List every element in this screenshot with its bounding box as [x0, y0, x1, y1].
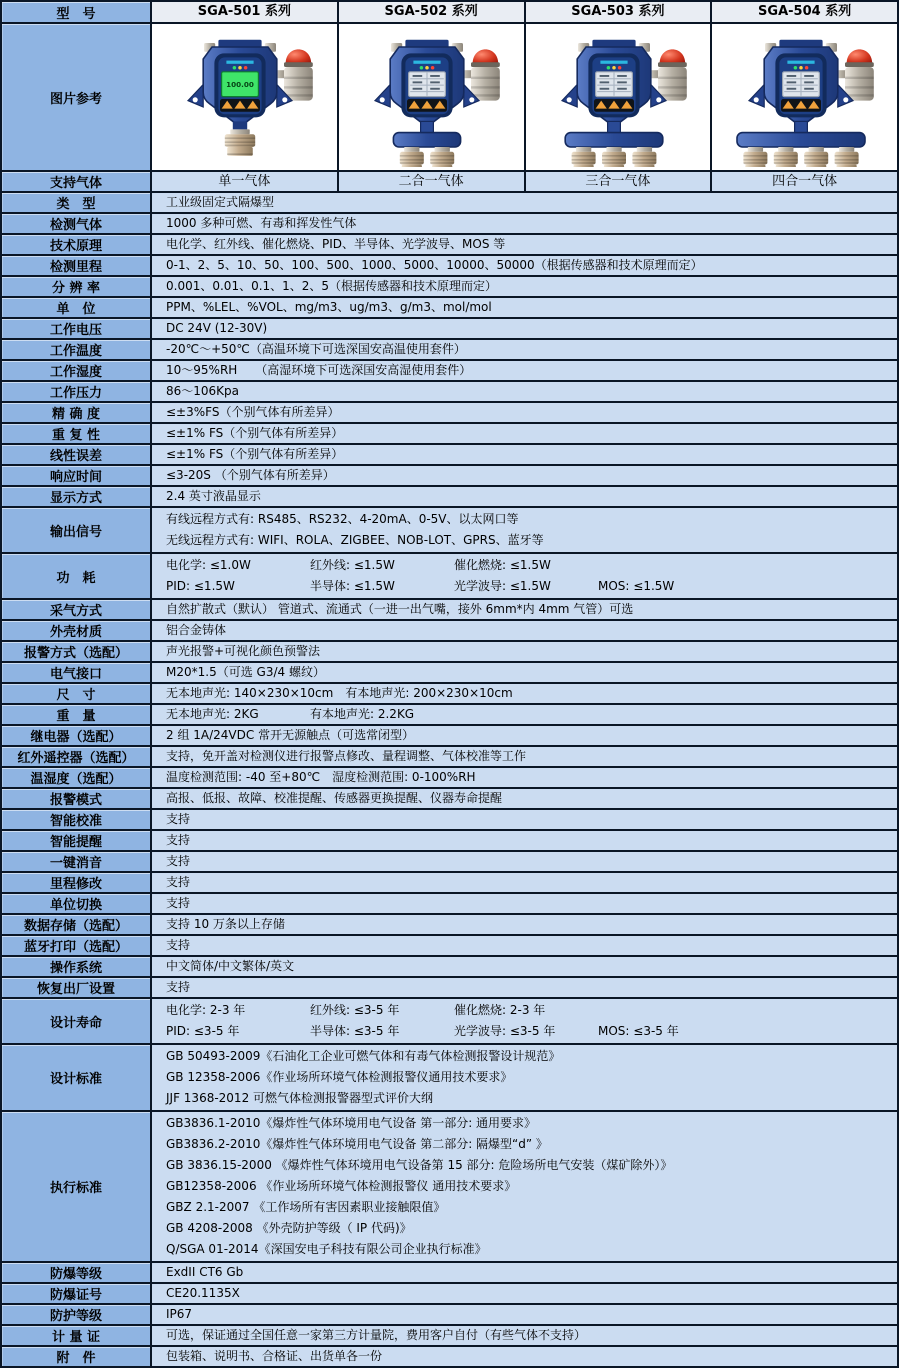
- spec-line: [166, 382, 891, 401]
- table-row-temp-humidity: [2, 768, 897, 789]
- spec-line: [166, 361, 891, 380]
- spec-text: 无本地声光: 140×230×10cm: [166, 686, 334, 700]
- spec-value-accuracy: [150, 403, 897, 422]
- row-label-voltage: 工作电压: [2, 319, 150, 338]
- spec-line: [166, 193, 891, 212]
- spec-text: ≤3-20S （个别气体有所差异）: [166, 468, 335, 482]
- spec-text: GB3836.1-2010《爆炸性气体环境用电气设备 第一部分: 通用要求》: [166, 1116, 537, 1130]
- spec-value-unit: [150, 298, 897, 317]
- spec-line: [166, 810, 891, 829]
- spec-text: PPM、%LEL、%VOL、mg/m3、ug/m3、g/m3、mol/mol: [166, 300, 492, 314]
- table-row-accuracy: [2, 403, 897, 424]
- table-row-power: [2, 554, 897, 600]
- spec-value-electrical-interface: [150, 663, 897, 682]
- table-row-principle: [2, 235, 897, 256]
- table-row-linearity: [2, 445, 897, 466]
- row-label-housing: 外壳材质: [2, 621, 150, 640]
- spec-line: [166, 1046, 891, 1067]
- row-label-accuracy: 精 确 度: [2, 403, 150, 422]
- device-screen: [595, 72, 632, 97]
- spec-text: 高报、低报、故障、校准提醒、传感器更换提醒、仪器寿命提醒: [166, 791, 503, 805]
- product-image-cell: [337, 24, 524, 170]
- spec-text: 支持: [166, 980, 191, 994]
- product-image-sga-501: [164, 27, 324, 167]
- spec-value-response-time: [150, 466, 897, 485]
- spec-line: [166, 1218, 891, 1239]
- row-label-design-life: 设计寿命: [2, 999, 150, 1043]
- spec-text: 半导体: ≤3-5 年: [310, 1024, 400, 1038]
- row-label-repeatability: 重 复 性: [2, 424, 150, 443]
- spec-line: [166, 915, 891, 934]
- spec-line: [166, 705, 891, 724]
- detector-body: [188, 40, 292, 124]
- table-row-alarm-method: [2, 642, 897, 663]
- spec-line: [166, 852, 891, 871]
- row-label-execution-standards: 执行标准: [2, 1112, 150, 1261]
- spec-line: [166, 424, 891, 443]
- spec-text: GB3836.2-2010《爆炸性气体环境用电气设备 第二部分: 隔爆型“d” 》: [166, 1137, 548, 1151]
- spec-value-ir-remote: [150, 747, 897, 766]
- detector-body: [375, 40, 479, 124]
- spec-text: 支持: [166, 938, 191, 952]
- spec-line: [166, 1326, 891, 1345]
- spec-value-ip-rating: [150, 1305, 897, 1324]
- row-label-images: 图片参考: [2, 24, 150, 170]
- spec-value-temp-humidity: [150, 768, 897, 787]
- row-label-output-signal: 输出信号: [2, 508, 150, 552]
- row-label-metrology-cert: 计 量 证: [2, 1326, 150, 1345]
- spec-line: [166, 555, 891, 576]
- row-label-unit: 单 位: [2, 298, 150, 317]
- sensor-heads: [737, 121, 865, 167]
- spec-line: [166, 873, 891, 892]
- detector-body: [749, 40, 853, 124]
- row-label-data-storage: 数据存储（选配）: [2, 915, 150, 934]
- spec-line: [166, 1134, 891, 1155]
- spec-line: [166, 1176, 891, 1197]
- spec-line: [166, 747, 891, 766]
- row-label-explosion-class: 防爆等级: [2, 1263, 150, 1282]
- spec-line: [166, 277, 891, 296]
- spec-text: 10～95%RH （高湿环境下可选深国安高湿使用套件）: [166, 363, 472, 377]
- spec-line: [166, 957, 891, 976]
- row-label-detect-gas: 检测气体: [2, 214, 150, 233]
- row-label-humidity: 工作湿度: [2, 361, 150, 380]
- spec-value-os: [150, 957, 897, 976]
- row-label-os: 操作系统: [2, 957, 150, 976]
- row-label-alarm-modes: 报警模式: [2, 789, 150, 808]
- spec-line: [166, 403, 891, 422]
- sensor-heads: [565, 121, 663, 167]
- spec-line: [166, 894, 891, 913]
- spec-text: 催化燃烧: 2-3 年: [454, 1003, 546, 1017]
- spec-value-factory-reset: [150, 978, 897, 997]
- product-image-cell: [524, 24, 711, 170]
- spec-text: 2.4 英寸液晶显示: [166, 489, 261, 503]
- spec-text: 有线远程方式有: RS485、RS232、4-20mA、0-5V、以太网口等: [166, 512, 519, 526]
- table-row-temperature: [2, 340, 897, 361]
- spec-text: 1000 多种可燃、有毒和挥发性气体: [166, 216, 357, 230]
- row-label-electrical-interface: 电气接口: [2, 663, 150, 682]
- row-label-one-key-mute: 一键消音: [2, 852, 150, 871]
- spec-text: GBZ 2.1-2007 《工作场所有害因素职业接触限值》: [166, 1200, 446, 1214]
- device-screen: [409, 72, 446, 97]
- spec-text: 0.001、0.01、0.1、1、2、5（根据传感器和技术原理而定）: [166, 279, 498, 293]
- spec-value-dimensions: [150, 684, 897, 703]
- spec-value-pressure: [150, 382, 897, 401]
- table-row-bluetooth-print: [2, 936, 897, 957]
- spec-value-temperature: [150, 340, 897, 359]
- spec-line: [166, 831, 891, 850]
- spec-value-power: [150, 554, 897, 598]
- spec-value-housing: [150, 621, 897, 640]
- spec-value-range-modify: [150, 873, 897, 892]
- row-label-supported-gas: 支持气体: [2, 172, 150, 191]
- gas-type-cell: 二合一气体: [337, 172, 524, 191]
- spec-text: 电化学: ≤1.0W: [166, 558, 251, 572]
- row-label-type: 类 型: [2, 193, 150, 212]
- device-display-value: 100.00: [226, 80, 255, 89]
- spec-text: 支持: [166, 875, 191, 889]
- product-image-cell: [710, 24, 897, 170]
- spec-value-humidity: [150, 361, 897, 380]
- spec-text: GB 4208-2008 《外壳防护等级（ IP 代码)》: [166, 1221, 412, 1235]
- spec-value-alarm-method: [150, 642, 897, 661]
- spec-text: 支持，免开盖对检测仪进行报警点修改、量程调整、气体校准等工作: [166, 749, 527, 763]
- spec-value-design-standards: [150, 1045, 897, 1110]
- spec-line: [166, 1088, 891, 1109]
- spec-value-display: [150, 487, 897, 506]
- spec-text: Q/SGA 01-2014《深国安电子科技有限公司企业执行标准》: [166, 1242, 487, 1256]
- spec-value-relay: [150, 726, 897, 745]
- spec-text: JJF 1368-2012 可燃气体检测报警器型式评价大纲: [166, 1091, 434, 1105]
- table-row-ip-rating: [2, 1305, 897, 1326]
- spec-text: GB 50493-2009《石油化工企业可燃气体和有毒气体检测报警设计规范》: [166, 1049, 561, 1063]
- spec-value-weight: [150, 705, 897, 724]
- spec-text: 铝合金铸体: [166, 623, 227, 637]
- table-row-range-modify: [2, 873, 897, 894]
- row-label-alarm-method: 报警方式（选配）: [2, 642, 150, 661]
- spec-value-execution-standards: [150, 1112, 897, 1261]
- table-row-range: [2, 256, 897, 277]
- table-row-weight: [2, 705, 897, 726]
- row-label-linearity: 线性误差: [2, 445, 150, 464]
- spec-text: 半导体: ≤1.5W: [310, 579, 395, 593]
- spec-line: [166, 936, 891, 955]
- spec-line: [166, 319, 891, 338]
- spec-line: [166, 1197, 891, 1218]
- table-row-repeatability: [2, 424, 897, 445]
- spec-line: [166, 1284, 891, 1303]
- table-row-images: [2, 24, 897, 172]
- spec-line: [166, 1305, 891, 1324]
- spec-value-one-key-mute: [150, 852, 897, 871]
- spec-text: 光学波导: ≤1.5W: [454, 579, 551, 593]
- spec-line: [166, 978, 891, 997]
- spec-text: 支持 10 万条以上存储: [166, 917, 285, 931]
- spec-line: [166, 530, 891, 551]
- table-row-unit-switch: [2, 894, 897, 915]
- table-row-output-signal: [2, 508, 897, 554]
- row-label-ir-remote: 红外遥控器（选配）: [2, 747, 150, 766]
- spec-value-sampling: [150, 600, 897, 619]
- spec-value-repeatability: [150, 424, 897, 443]
- product-image-cell: [150, 24, 337, 170]
- row-label-temp-humidity: 温湿度（选配）: [2, 768, 150, 787]
- device-screen: [782, 72, 819, 97]
- table-row-factory-reset: [2, 978, 897, 999]
- table-row-electrical-interface: [2, 663, 897, 684]
- table-row-execution-standards: [2, 1112, 897, 1263]
- spec-line: [166, 1021, 891, 1042]
- spec-text: 红外线: ≤1.5W: [310, 558, 395, 572]
- spec-line: [166, 298, 891, 317]
- spec-line: [166, 789, 891, 808]
- spec-line: [166, 1263, 891, 1282]
- table-row-os: [2, 957, 897, 978]
- spec-line: [166, 466, 891, 485]
- spec-line: [166, 684, 891, 703]
- spec-value-bluetooth-print: [150, 936, 897, 955]
- row-label-ip-rating: 防护等级: [2, 1305, 150, 1324]
- spec-line: [166, 663, 891, 682]
- spec-value-data-storage: [150, 915, 897, 934]
- spec-value-output-signal: [150, 508, 897, 552]
- table-row-accessories: [2, 1347, 897, 1368]
- spec-line: [166, 726, 891, 745]
- spec-line: [166, 1000, 891, 1021]
- row-label-resolution: 分 辨 率: [2, 277, 150, 296]
- table-row-type: [2, 193, 897, 214]
- spec-value-smart-calibration: [150, 810, 897, 829]
- table-row-model: [2, 2, 897, 24]
- spec-line: [166, 768, 891, 787]
- table-row-explosion-cert: [2, 1284, 897, 1305]
- spec-text: 红外线: ≤3-5 年: [310, 1003, 400, 1017]
- spec-value-explosion-class: [150, 1263, 897, 1282]
- spec-text: CE20.1135X: [166, 1286, 240, 1300]
- model-header: SGA-501 系列: [150, 2, 337, 22]
- spec-line: [166, 340, 891, 359]
- product-image-sga-504: [725, 27, 885, 167]
- spec-text: MOS: ≤3-5 年: [598, 1024, 679, 1038]
- device-screen: [222, 72, 259, 97]
- spec-value-detect-gas: [150, 214, 897, 233]
- table-row-humidity: [2, 361, 897, 382]
- spec-line: [166, 621, 891, 640]
- spec-text: ≤±1% FS（个别气体有所差异）: [166, 447, 344, 461]
- table-row-sampling: [2, 600, 897, 621]
- spec-text: 无本地声光: 2KG: [166, 707, 259, 721]
- model-header: SGA-502 系列: [337, 2, 524, 22]
- row-label-sampling: 采气方式: [2, 600, 150, 619]
- spec-line: [166, 1067, 891, 1088]
- gas-type-cell: 四合一气体: [710, 172, 897, 191]
- spec-line: [166, 1155, 891, 1176]
- spec-text: 电化学、红外线、催化燃烧、PID、半导体、光学波导、MOS 等: [166, 237, 506, 251]
- table-row-dimensions: [2, 684, 897, 705]
- table-row-smart-calibration: [2, 810, 897, 831]
- spec-line: [166, 214, 891, 233]
- table-row-alarm-modes: [2, 789, 897, 810]
- row-label-range: 检测里程: [2, 256, 150, 275]
- table-row-explosion-class: [2, 1263, 897, 1284]
- table-row-resolution: [2, 277, 897, 298]
- row-label-accessories: 附 件: [2, 1347, 150, 1366]
- row-label-pressure: 工作压力: [2, 382, 150, 401]
- spec-text: 可选，保证通过全国任意一家第三方计量院，费用客户自付（有些气体不支持）: [166, 1328, 587, 1342]
- spec-text: 有本地声光: 200×230×10cm: [345, 686, 513, 700]
- spec-value-range: [150, 256, 897, 275]
- row-label-smart-reminder: 智能提醒: [2, 831, 150, 850]
- table-row-data-storage: [2, 915, 897, 936]
- spec-value-type: [150, 193, 897, 212]
- row-label-factory-reset: 恢复出厂设置: [2, 978, 150, 997]
- spec-line: [166, 445, 891, 464]
- spec-text: 2 组 1A/24VDC 常开无源触点（可选常闭型）: [166, 728, 415, 742]
- spec-text: 支持: [166, 896, 191, 910]
- table-row-housing: [2, 621, 897, 642]
- spec-text: 中文简体/中文繁体/英文: [166, 959, 295, 973]
- spec-line: [166, 642, 891, 661]
- product-image-sga-503: [538, 27, 698, 167]
- row-label-unit-switch: 单位切换: [2, 894, 150, 913]
- spec-value-explosion-cert: [150, 1284, 897, 1303]
- row-label-smart-calibration: 智能校准: [2, 810, 150, 829]
- table-row-relay: [2, 726, 897, 747]
- spec-text: 无线远程方式有: WIFI、ROLA、ZIGBEE、NOB-LOT、GPRS、蓝牙等: [166, 533, 544, 547]
- spec-text: 光学波导: ≤3-5 年: [454, 1024, 556, 1038]
- table-row-unit: [2, 298, 897, 319]
- spec-text: 催化燃烧: ≤1.5W: [454, 558, 551, 572]
- spec-text: 声光报警+可视化颜色预警法: [166, 644, 321, 658]
- spec-text: DC 24V (12-30V): [166, 321, 268, 335]
- row-label-relay: 继电器（选配）: [2, 726, 150, 745]
- spec-text: PID: ≤1.5W: [166, 579, 235, 593]
- spec-text: M20*1.5（可选 G3/4 螺纹）: [166, 665, 325, 679]
- model-header: SGA-503 系列: [524, 2, 711, 22]
- spec-line: [166, 600, 891, 619]
- spec-line: [166, 256, 891, 275]
- spec-text: 自然扩散式（默认） 管道式、流通式（一进一出气嘴，接外 6mm*内 4mm 气管）可选: [166, 602, 634, 616]
- spec-text: 湿度检测范围: 0-100%RH: [332, 770, 476, 784]
- spec-text: 86～106Kpa: [166, 384, 240, 398]
- product-image-sga-502: [351, 27, 511, 167]
- spec-value-voltage: [150, 319, 897, 338]
- row-label-model: 型 号: [2, 2, 150, 22]
- spec-value-principle: [150, 235, 897, 254]
- spec-line: [166, 235, 891, 254]
- row-label-design-standards: 设计标准: [2, 1045, 150, 1110]
- spec-text: ExdII CT6 Gb: [166, 1265, 244, 1279]
- spec-value-design-life: [150, 999, 897, 1043]
- row-label-range-modify: 里程修改: [2, 873, 150, 892]
- spec-value-linearity: [150, 445, 897, 464]
- spec-text: 支持: [166, 812, 191, 826]
- spec-text: 支持: [166, 833, 191, 847]
- spec-text: 0-1、2、5、10、50、100、500、1000、5000、10000、50000（根据传感器和技术原理而定）: [166, 258, 703, 272]
- table-row-detect-gas: [2, 214, 897, 235]
- spec-line: [166, 576, 891, 597]
- table-row-metrology-cert: [2, 1326, 897, 1347]
- spec-text: 包装箱、说明书、合格证、出货单各一份: [166, 1349, 383, 1363]
- gas-type-cell: 三合一气体: [524, 172, 711, 191]
- spec-text: 温度检测范围: -40 至+80℃: [166, 770, 321, 784]
- spec-line: [166, 1113, 891, 1134]
- spec-text: MOS: ≤1.5W: [598, 579, 675, 593]
- sensor-heads: [394, 121, 461, 167]
- spec-line: [166, 1239, 891, 1260]
- spec-text: ≤±3%FS（个别气体有所差异）: [166, 405, 340, 419]
- spec-text: PID: ≤3-5 年: [166, 1024, 240, 1038]
- spec-line: [166, 1347, 891, 1366]
- spec-text: 工业级固定式隔爆型: [166, 195, 275, 209]
- spec-value-accessories: [150, 1347, 897, 1366]
- model-header: SGA-504 系列: [710, 2, 897, 22]
- spec-text: ≤±1% FS（个别气体有所差异）: [166, 426, 344, 440]
- row-label-weight: 重 量: [2, 705, 150, 724]
- table-row-supported-gas: [2, 172, 897, 193]
- spec-text: -20℃～+50℃（高温环境下可选深国安高温使用套件）: [166, 342, 466, 356]
- spec-text: 有本地声光: 2.2KG: [310, 707, 415, 721]
- row-label-display: 显示方式: [2, 487, 150, 506]
- spec-text: 电化学: 2-3 年: [166, 1003, 246, 1017]
- spec-value-unit-switch: [150, 894, 897, 913]
- spec-text: 支持: [166, 854, 191, 868]
- spec-text: IP67: [166, 1307, 193, 1321]
- table-row-design-standards: [2, 1045, 897, 1112]
- spec-line: [166, 509, 891, 530]
- table-row-voltage: [2, 319, 897, 340]
- spec-text: GB12358-2006 《作业场所环境气体检测报警仪 通用技术要求》: [166, 1179, 517, 1193]
- spec-value-metrology-cert: [150, 1326, 897, 1345]
- row-label-power: 功 耗: [2, 554, 150, 598]
- table-row-pressure: [2, 382, 897, 403]
- spec-value-alarm-modes: [150, 789, 897, 808]
- row-label-bluetooth-print: 蓝牙打印（选配）: [2, 936, 150, 955]
- row-label-explosion-cert: 防爆证号: [2, 1284, 150, 1303]
- table-row-display: [2, 487, 897, 508]
- row-label-principle: 技术原理: [2, 235, 150, 254]
- row-label-temperature: 工作温度: [2, 340, 150, 359]
- table-row-one-key-mute: [2, 852, 897, 873]
- table-row-design-life: [2, 999, 897, 1045]
- spec-value-resolution: [150, 277, 897, 296]
- spec-text: GB 12358-2006《作业场所环境气体检测报警仪通用技术要求》: [166, 1070, 513, 1084]
- spec-value-smart-reminder: [150, 831, 897, 850]
- spec-text: GB 3836.15-2000 《爆炸性气体环境用电气设备第 15 部分: 危险场所电气安装（煤矿除外）》: [166, 1158, 673, 1172]
- gas-type-cell: 单一气体: [150, 172, 337, 191]
- row-label-dimensions: 尺 寸: [2, 684, 150, 703]
- table-row-ir-remote: [2, 747, 897, 768]
- table-row-response-time: [2, 466, 897, 487]
- detector-body: [562, 40, 666, 124]
- spec-line: [166, 487, 891, 506]
- sensor-heads: [225, 121, 255, 155]
- table-row-smart-reminder: [2, 831, 897, 852]
- row-label-response-time: 响应时间: [2, 466, 150, 485]
